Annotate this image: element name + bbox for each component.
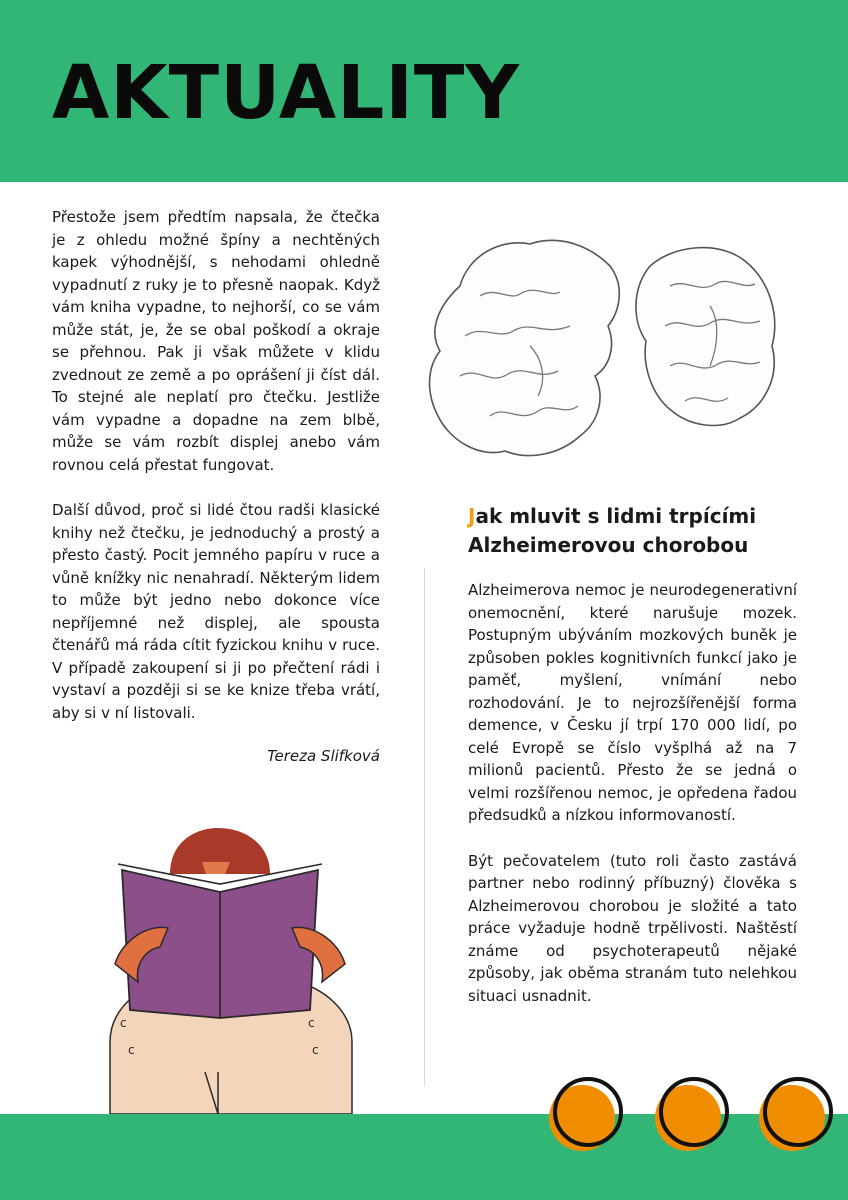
svg-text:c: c (120, 1016, 127, 1030)
circle-1 (549, 1079, 621, 1151)
circle-3 (759, 1079, 831, 1151)
right-paragraph-1: Alzheimerova nemoc je neurodegenerativní onemocnění, které narušuje mozek. Postupným ubýváním mozkových buněk je způsoben pokles kognitivních funkcí jako je paměť, myšlení, vnímání nebo rozhodování. Je to nejrozšířenější forma demence, v Česku jí trpí 170 000 lidí, po celé Evropě se číslo vyšplhá až na 7 milionů pacientů. Přesto že se jedná o velmi rozšířenou nemoc, je opředena řadou předsudků a nízkou informovaností. (468, 581, 797, 824)
svg-text:c: c (128, 1043, 135, 1057)
header-banner (0, 0, 848, 182)
article-title-initial: J (468, 504, 476, 528)
svg-text:c: c (312, 1043, 319, 1057)
decorative-circles (540, 1074, 840, 1154)
right-paragraph-2: Být pečovatelem (tuto roli často zastává partner nebo rodinný příbuzný) člověka s Alzheimerovou chorobou je složité a tato práce vyžaduje hodně trpělivosti. Naštěstí známe od psychoterapeutů nějaké způsoby, jak oběma stranám tuto nelehkou situaci usnadnit. (468, 851, 797, 1005)
page-title: AKTUALITY (52, 50, 520, 136)
left-paragraph-1: Přestože jsem předtím napsala, že čtečka je z ohledu možné špíny a nechtěných kapek výhodnější, s nehodami ohledně vypadnutí z ruky je to přesně naopak. Když vám kniha vypadne, to nejhorší, co se vám může stát, je, že se obal poškodí a okraje se přehnou. Pak ji však můžete v klidu zvednout ze země a po oprášení ji číst dál. To stejné ale neplatí pro čtečku. Jestliže vám vypadne a dopadne na zem blbě, může se vám rozbít displej anebo vám rovnou celá přestat fungovat. (52, 208, 380, 474)
article-title (468, 502, 808, 560)
brain-illustration (420, 226, 790, 476)
article-title-rest: ak mluvit s lidmi trpícími Alzheimerovou chorobou (468, 504, 757, 557)
right-column (468, 579, 797, 1030)
left-paragraph-2: Další důvod, proč si lidé čtou radši klasické knihy než čtečku, je jednoduchý a prostý a přesto častý. Pocit jemného papíru v ruce a vůně knížky nic nenahradí. Některým lidem to může být jedno nebo dokonce více nepříjemné než displej, ale spousta čtenářů má ráda cítit fyzickou knihu v ruce. V případě zakoupení si ji po přečtení rádi i vystaví a později si se ke knize třeba vrátí, aby si v ní listovali. (52, 501, 380, 722)
column-divider (424, 568, 425, 1086)
circle-2 (655, 1079, 727, 1151)
left-column (52, 206, 380, 765)
author-name: Tereza Slifková (267, 747, 380, 765)
svg-text:c: c (308, 1016, 315, 1030)
reading-person-illustration (90, 822, 370, 1114)
